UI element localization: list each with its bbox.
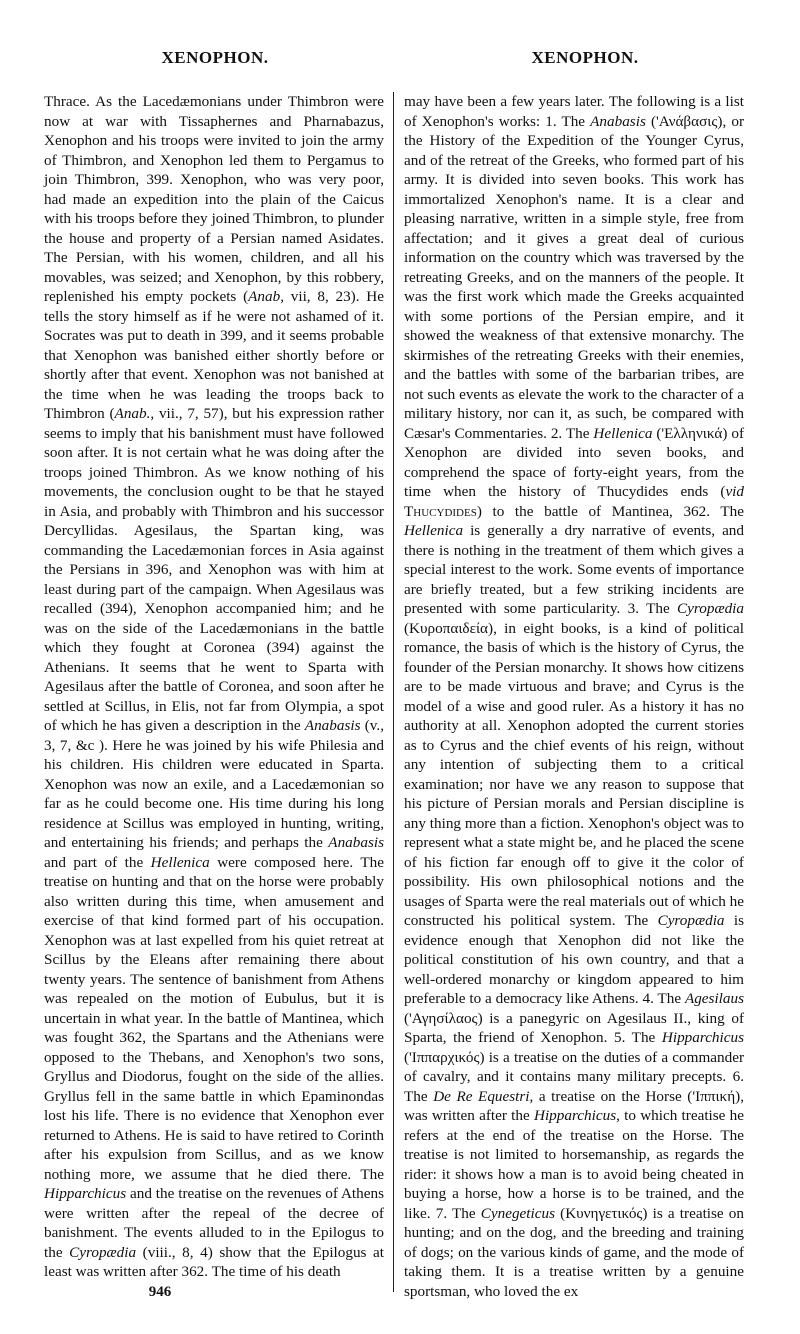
column-divider [393,92,394,1292]
text-run: and part of the [44,853,151,871]
italic-title: Cynegeticus [480,1204,555,1222]
running-head-right: XENOPHON. [531,48,639,67]
italic-title: Anabasis [304,717,361,734]
italic-title: Hipparchicus [661,1029,744,1046]
italic-title: Anab. [114,405,151,422]
right-column-text [404,92,744,1301]
text-run: ('Αγησίλαος) is a panegyric on Agesilaus II., king of Sparta, the friend of Xenophon. 5. The [404,1009,744,1046]
text-run: , to which treatise he refers at the end of the treatise on the Horse. The treatise is not limited to horsemanship, as regards the rider: it shows how a man is to avoid being cheated in buying a horse, how a horse is to be trained, and the like. 7. The [404,1107,744,1222]
italic-title: Hellenica [404,522,464,539]
text-run: , vii., 7, 57), but his expression rather seems to imply that his banishment must have followed soon after. It is not certain what he was doing after the troops joined Thimbron. As we know nothing of his movements, the conclusion ought to be that he stayed in Asia, and probably with Thimbron and his successor Dercyllidas. Agesilaus, the Spartan king, was commanding the Lacedæmonian forces in Asia against the Persians in 396, and Xenophon was with him at least during part of the campaign. When Agesilaus was recalled (394), Xenophon accompanied him; and he was on the side of the Lacedæmonians in the battle which they fought at Coronea (394) against the Athenians. It seems that he went to Sparta with Agesilaus after the battle of Coronea, and soon after he settled at Scillus, in Elis, not far from Olympia, a spot of which he has given a description in the [44,405,384,734]
italic-title: Hipparchicus [533,1107,617,1124]
italic-title: De Re Equestri [433,1087,530,1105]
text-run: may have been a few years later. The following is a list of Xenophon's works: 1. The [404,93,744,130]
text-run: , vii, 8, 23). He tells the story himself as if he were not ashamed of it. Socrates was put to death in 399, and it seems probable that Xenophon was banished either shortly before or shortly after that event. Xenophon was not banished at the time when he was leading the troops back to Thimbron ( [44,288,384,422]
text-run: (Κυνηγετικός) is a treatise on hunting; and on the dog, and the breeding and training of dogs; on the various kinds of game, and the mode of taking them. It is a treatise written by a genuine sportsman, who loved the ex [404,1204,744,1300]
left-column-text [44,92,384,1282]
left-column [44,92,384,1280]
italic-title: Anab [248,288,281,305]
right-column [404,92,745,1300]
text-run: (v., 3, 7, &c ). Here he was joined by his wife Philesia and his children. His children were educated in Sparta. Xenophon was now an exile, and a Lacedæmonian so far as he could become one. His time during his long residence at Scillus was employed in hunting, writing, and entertaining his friends; and perhaps the [44,717,384,851]
italic-title: Agesilaus [684,990,744,1007]
italic-title: Cyropædia [69,1243,137,1261]
text-run: , a treatise on the Horse ('Ιππική), was written after the [404,1087,745,1124]
text-run: ('Ελληνικά) of Xenophon are divided into seven books, and comprehend the space of forty-eight years, from the time when the history of Thucydides ends ( [404,424,744,500]
italic-title: Anabasis [590,112,646,130]
text-run: ('Ιππαρχικός) is a treatise on the duties of a commander of cavalry, and it contains many military precepts. 6. The [404,1048,744,1105]
text-run: (viii., 8, 4) show that the Epilogus at least was written after 362. The time of his death [44,1243,384,1280]
text-run: is generally a dry narrative of events, and there is nothing in the treatment of them which gives a special interest to the work. Some events of importance are briefly treated, but a few striking incidents are presented with some particularity. 3. The [404,522,744,617]
text-run: is evidence enough that Xenophon did not like the political constitution of his own country, and that a well-ordered monarchy or kingdom appeared to him preferable to a democracy like Athens. 4. The [404,912,744,1007]
italic-title: vid [725,483,744,500]
italic-title: Cyropædia [677,600,744,617]
text-run: and the treatise on the revenues of Athens were written after the repeal of the decree of banishment. The events alluded to in the Epilogus to the [44,1185,384,1261]
text-run: ) to the battle of Mantinea, 362. The [476,502,744,520]
italic-title: Hellenica [150,853,210,871]
small-caps-reference: Thucydides [404,502,477,520]
text-run: ('Ανάβασις), or the History of the Expedition of the Younger Cyrus, and of the retreat of the Greeks, who formed part of his army. It is divided into seven books. This work has immortalized Xenophon's name. It is a clear and pleasing narrative, written in a simple style, free from affectation; and it gives a great deal of curious information on the country which was traversed by the retreating Greeks, and on the manners of the people. It was the first work which made the Greeks acquainted with some portions of the Persian empire, and it showed the weakness of that extensive monarchy. The skirmishes of the retreating Greeks with their enemies, and the battles with some of the barbarian tribes, are not such events as elevate the work to the character of a military history, nor can it, as such, be compared with Cæsar's Commentaries. 2. The [404,112,745,442]
running-head-left: XENOPHON. [161,48,269,67]
page-header [30,48,770,78]
italic-title: Cyropædia [657,912,725,929]
italic-title: Hellenica [593,424,653,442]
text-run: were composed here. The treatise on hunting and that on the horse were probably also written during this time, when amusement and exercise of that kind formed part of his occupation. Xenophon was at last expelled from his quiet retreat at Scillus by the Eleans after remaining there about twenty years. The sentence of banishment from Athens was repealed on the motion of Eubulus, but it is uncertain in what year. In the battle of Mantinea, which was fought 362, the Spartans and the Athenians were opposed to the Thebans, and Xenophon's two sons, Gryllus and Diodorus, fought on the side of the allies. Gryllus fell in the same battle in which Epaminondas lost his life. There is no evidence that Xenophon ever returned to Athens. He is said to have retired to Corinth after his expulsion from Scillus, and as we know nothing more, we assume that he died there. The [44,853,384,1183]
italic-title: Anabasis [328,834,384,851]
italic-title: Hipparchicus [44,1185,127,1202]
text-run: (Κυροπαιδεία), in eight books, is a kind of political romance, the basis of which is the history of Cyrus, the founder of the Persian monarchy. It shows how citizens are to be made virtuous and brave; and Cyrus is the model of a wise and good ruler. As a history it has no authority at all. Xenophon adopted the current stories as to Cyrus and the chief events of his reign, without any intention of subjecting them to a critical examination; nor have we any reason to suppose that his picture of Persian morals and Persian discipline is any thing more than a fiction. Xenophon's object was to represent what a state might be, and he placed the scene of his fiction far enough off to give it the color of possibility. His own philosophical notions and the usages of Sparta were the real materials out of which he constructed his political system. The [404,619,744,929]
page-number: 946 [148,1284,172,1300]
text-run: Thrace. As the Lacedæmonians under Thimbron were now at war with Tissaphernes and Pharnabazus, Xenophon and his troops were invited to join the army of Thimbron, and Xenophon led them to Pergamus to join Thimbron, 399. Xenophon, who was very poor, had made an expedition into the plain of the Caicus with his troops before they joined Thimbron, to plunder the house and property of a Persian named Asidates. The Persian, with his women, children, and all his movables, was seized; and Xenophon, by this robbery, replenished his empty pockets ( [44,93,384,305]
